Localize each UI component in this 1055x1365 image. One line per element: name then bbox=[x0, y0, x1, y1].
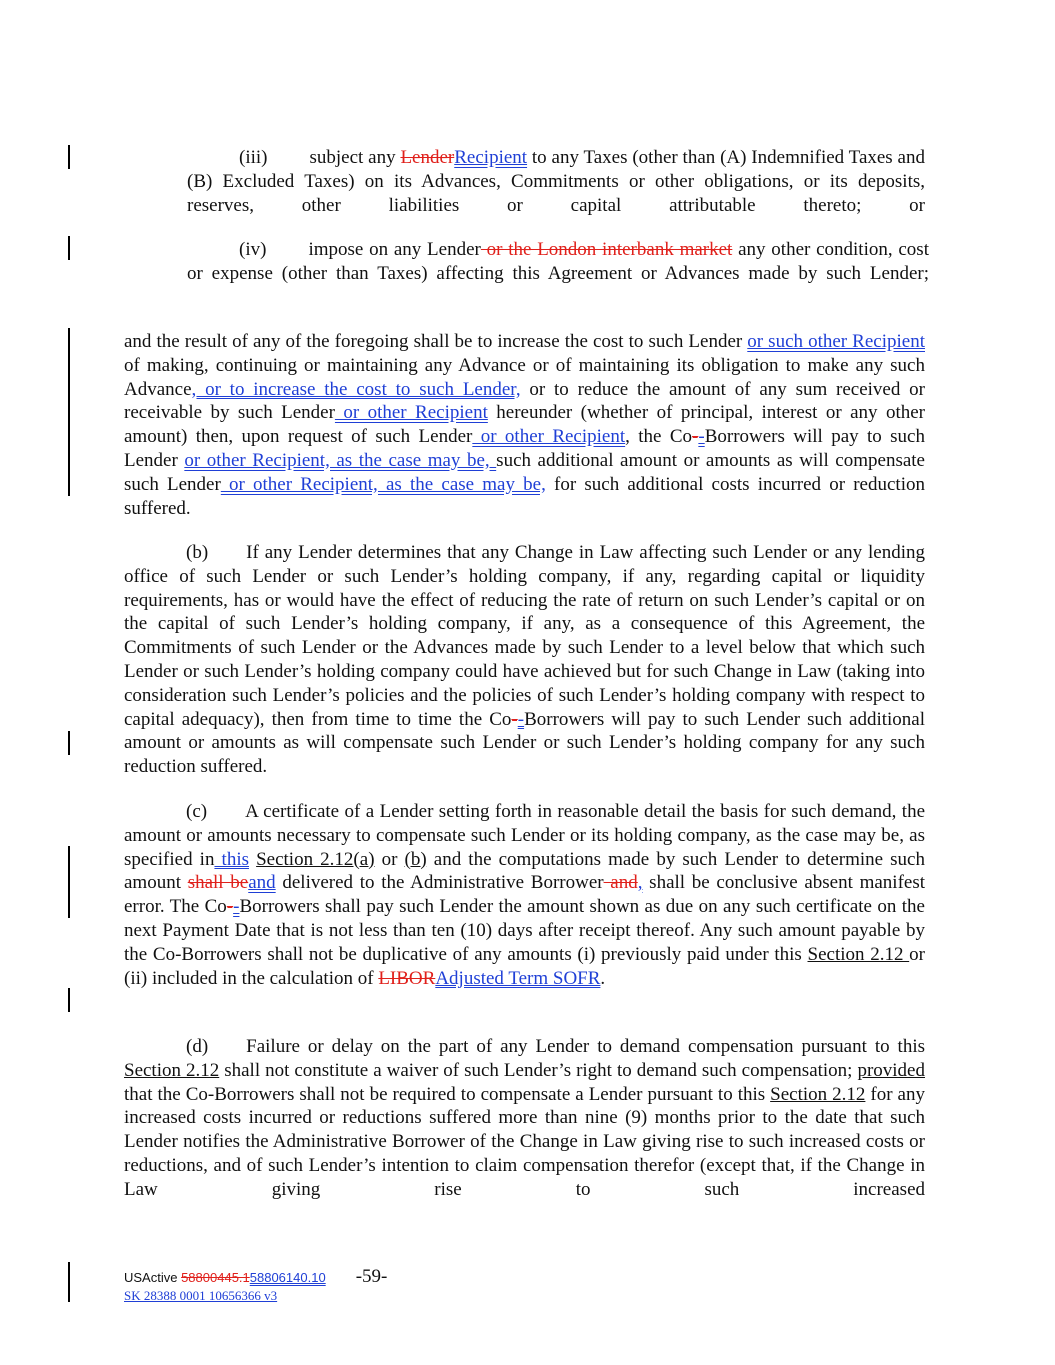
inserted-text: and bbox=[248, 872, 276, 894]
inserted-text: - bbox=[698, 426, 705, 448]
section-reference: Section 2.12 bbox=[124, 1059, 220, 1081]
deleted-text: Lender bbox=[400, 147, 455, 168]
deleted-text: LIBOR bbox=[378, 967, 436, 989]
text: impose on any Lender bbox=[308, 239, 481, 260]
inserted-doc-id: 58806140.10 bbox=[249, 1270, 326, 1285]
deleted-text: and bbox=[603, 872, 638, 894]
clause-number: (iii) bbox=[239, 147, 268, 168]
change-bar bbox=[68, 846, 70, 918]
text: shall not constitute a waiver of such Lender’s right to demand such compensation; bbox=[219, 1059, 858, 1081]
text: or (ii) included in the calculation of bbox=[124, 943, 925, 989]
text: hereunder (whether of principal, interest or any other amount) then, upon request of such Lender bbox=[124, 402, 925, 448]
text: or to reduce the amount of any sum received or receivable by such Lender bbox=[124, 378, 925, 424]
text: If any Lender determines that any Change in Law affecting such Lender or any lending office of such Lender or such Lender’s holding company, if any, regarding capital or liquidity requirements, has or would have the effect of reducing the rate of return on such Lender’s capital or on the capital of such Lender’s holding company, if any, as a consequence of this Agreement, the Commitments of such Lender or the Advances made by such Lender to a level below that which such Lender or such Lender’s holding company could have achieved but for such Change in Law (taking into consideration such Lender’s policies and the policies of such Lender’s holding company with respect to capital adequacy), then from time to time the Co bbox=[124, 542, 925, 730]
text: of making, continuing or maintaining any Advance or of maintaining its obligation to make any such Advance bbox=[124, 354, 925, 400]
deleted-doc-id: 58800445.1 bbox=[181, 1270, 250, 1285]
change-bar bbox=[68, 988, 70, 1012]
inserted-text: , bbox=[637, 872, 643, 894]
text: and the result of any of the foregoing shall be to increase the cost to such Lender bbox=[124, 331, 748, 352]
paragraph-d bbox=[124, 1035, 925, 1202]
deleted-text: - bbox=[511, 708, 518, 730]
deleted-text: - bbox=[692, 426, 699, 448]
section-reference: Section 2.12 bbox=[807, 943, 910, 965]
text: shall be conclusive absent manifest error. The Co bbox=[124, 872, 926, 918]
paragraph-c bbox=[124, 800, 925, 990]
paragraph-b bbox=[124, 541, 925, 779]
change-bar bbox=[68, 145, 70, 169]
text: Failure or delay on the part of any Lender to demand compensation pursuant to this bbox=[246, 1036, 925, 1057]
change-bar bbox=[68, 236, 70, 260]
inserted-text: Recipient bbox=[454, 147, 528, 168]
text: or bbox=[374, 848, 405, 870]
inserted-text: or other Recipient, as the case may be, bbox=[184, 449, 497, 471]
text: A certificate of a Lender setting forth in reasonable detail the basis for such demand, the amount or amounts necessary to compensate such Lender or its holding company, as the case may be, as specified in bbox=[124, 801, 925, 870]
text: Borrowers shall pay such Lender the amount shown as due on any such certificate on the next Payment Date that is not less than ten (10) days after receipt thereof. Any such amount payable by the Co-Borrowers shall not be duplicative of any amounts (i) previously paid under this bbox=[124, 896, 925, 965]
text: , the Co bbox=[625, 426, 693, 448]
inserted-text: Adjusted Term SOFR bbox=[435, 967, 601, 989]
inserted-text: - bbox=[233, 896, 240, 918]
clause-iii bbox=[187, 146, 925, 217]
text: such additional amount or amounts as will compensate such Lender bbox=[124, 449, 925, 495]
inserted-text: , or to increase the cost to such Lender, bbox=[191, 378, 521, 400]
defined-term: provided bbox=[857, 1059, 925, 1081]
text: . bbox=[600, 967, 606, 989]
change-bar bbox=[68, 731, 70, 755]
deleted-text: shall be bbox=[187, 872, 249, 894]
text: to any Taxes (other than (A) Indemnified Taxes and (B) Excluded Taxes) on its Advances, Commitments or other obligations, or its deposits, reserves, other liabilities or capital attributable thereto; or bbox=[187, 147, 925, 216]
result-paragraph bbox=[124, 330, 925, 520]
text: delivered to the Administrative Borrower bbox=[275, 872, 604, 894]
inserted-text: this bbox=[214, 848, 249, 870]
footer-doc-ref: SK 28388 0001 10656366 v3 bbox=[124, 1288, 278, 1303]
paragraph-number: (c) bbox=[186, 801, 208, 822]
clause-number: (iv) bbox=[239, 239, 267, 260]
inserted-text: or other Recipient bbox=[334, 402, 488, 424]
inserted-text: - bbox=[517, 708, 525, 730]
text: for such additional costs incurred or reduction suffered. bbox=[124, 473, 925, 519]
inserted-text: or such other Recipient bbox=[747, 331, 925, 352]
text: any other condition, cost or expense (other than Taxes) affecting this Agreement or Advances made by such Lender; bbox=[187, 239, 929, 284]
text: and the computations made by such Lender to determine such amount bbox=[124, 848, 925, 894]
text: that the Co-Borrowers shall not be required to compensate a Lender pursuant to this bbox=[124, 1083, 771, 1105]
page-number: -59- bbox=[355, 1266, 388, 1287]
section-reference: Section 2.12 bbox=[770, 1083, 866, 1105]
deleted-text: or the London interbank market bbox=[480, 239, 733, 260]
clause-iv bbox=[187, 238, 929, 286]
change-bar bbox=[68, 328, 70, 496]
inserted-text: or other Recipient, as the case may be, bbox=[220, 473, 546, 495]
doc-id-label: USActive bbox=[124, 1270, 182, 1285]
text: Borrowers will pay to such Lender bbox=[124, 426, 925, 471]
text: for any increased costs incurred or reductions suffered more than nine (9) months prior to the date that such Lender notifies the Administrative Borrower of the Change in Law giving rise to such increased costs or reductions, and of such Lender’s intention to claim compensation therefor (except that, if the Change in Law giving rise to such increased bbox=[124, 1083, 925, 1200]
change-bar bbox=[68, 1262, 70, 1302]
inserted-text: or other Recipient bbox=[472, 426, 626, 448]
paragraph-number: (d) bbox=[186, 1036, 209, 1057]
footer bbox=[124, 1266, 387, 1288]
paragraph-number: (b) bbox=[186, 542, 209, 563]
text: Borrowers will pay to such Lender such additional amount or amounts as will compensate such Lender or such Lender’s holding company for any such reduction suffered. bbox=[124, 708, 925, 778]
deleted-text: - bbox=[226, 896, 234, 918]
section-reference: Section 2.12(a) bbox=[256, 848, 375, 870]
section-reference: (b) bbox=[404, 848, 427, 870]
text: subject any bbox=[309, 147, 401, 168]
